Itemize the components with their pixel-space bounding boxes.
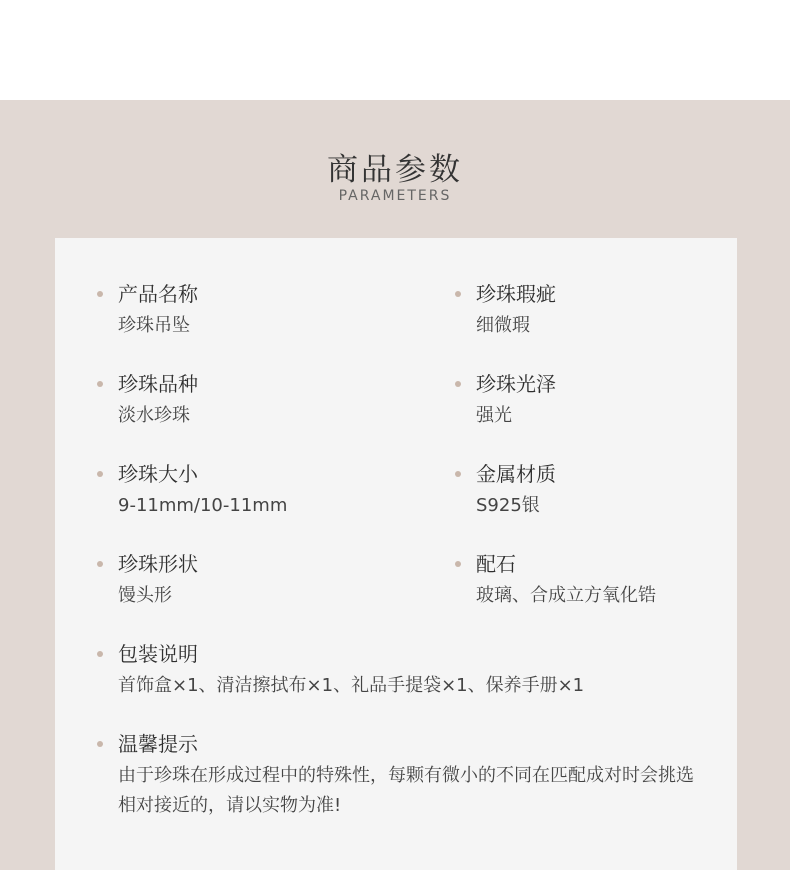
param-label: 温馨提示 [118, 732, 198, 756]
param-value: 珍珠吊坠 [118, 315, 190, 336]
param-label: 配石 [476, 552, 516, 576]
param-value: 淡水珍珠 [118, 405, 190, 426]
bullet-dot-icon [455, 471, 461, 477]
param-value: 首饰盒×1、清洁擦拭布×1、礼品手提袋×1、保养手册×1 [118, 675, 585, 696]
parameters-section [0, 100, 790, 870]
param-label: 产品名称 [118, 282, 198, 306]
param-value: 强光 [476, 405, 512, 426]
param-label: 珍珠品种 [118, 372, 198, 396]
bullet-dot-icon [97, 741, 103, 747]
param-value: 玻璃、合成立方氧化锆 [476, 585, 656, 606]
param-value: 细微瑕 [476, 315, 530, 336]
parameters-card [55, 238, 737, 870]
bullet-dot-icon [97, 651, 103, 657]
param-label: 珍珠大小 [118, 462, 198, 486]
section-title: 商品参数 [327, 152, 463, 188]
bullet-dot-icon [97, 561, 103, 567]
param-label: 珍珠形状 [118, 552, 198, 576]
top-blank-area [0, 0, 790, 100]
param-value: S925银 [476, 495, 540, 516]
param-label: 金属材质 [476, 462, 556, 486]
bullet-dot-icon [97, 471, 103, 477]
bullet-dot-icon [97, 291, 103, 297]
bullet-dot-icon [455, 381, 461, 387]
param-value: 馒头形 [118, 585, 172, 606]
param-label: 珍珠光泽 [476, 372, 556, 396]
param-label: 包装说明 [118, 642, 198, 666]
param-label: 珍珠瑕疵 [476, 282, 556, 306]
bullet-dot-icon [455, 561, 461, 567]
param-value: 由于珍珠在形成过程中的特殊性，每颗有微小的不同在匹配成对时会挑选相对接近的，请以实物为准! [118, 765, 694, 816]
section-subtitle: PARAMETERS [338, 188, 452, 204]
bullet-dot-icon [97, 381, 103, 387]
param-value: 9-11mm/10-11mm [118, 495, 288, 516]
bullet-dot-icon [455, 291, 461, 297]
